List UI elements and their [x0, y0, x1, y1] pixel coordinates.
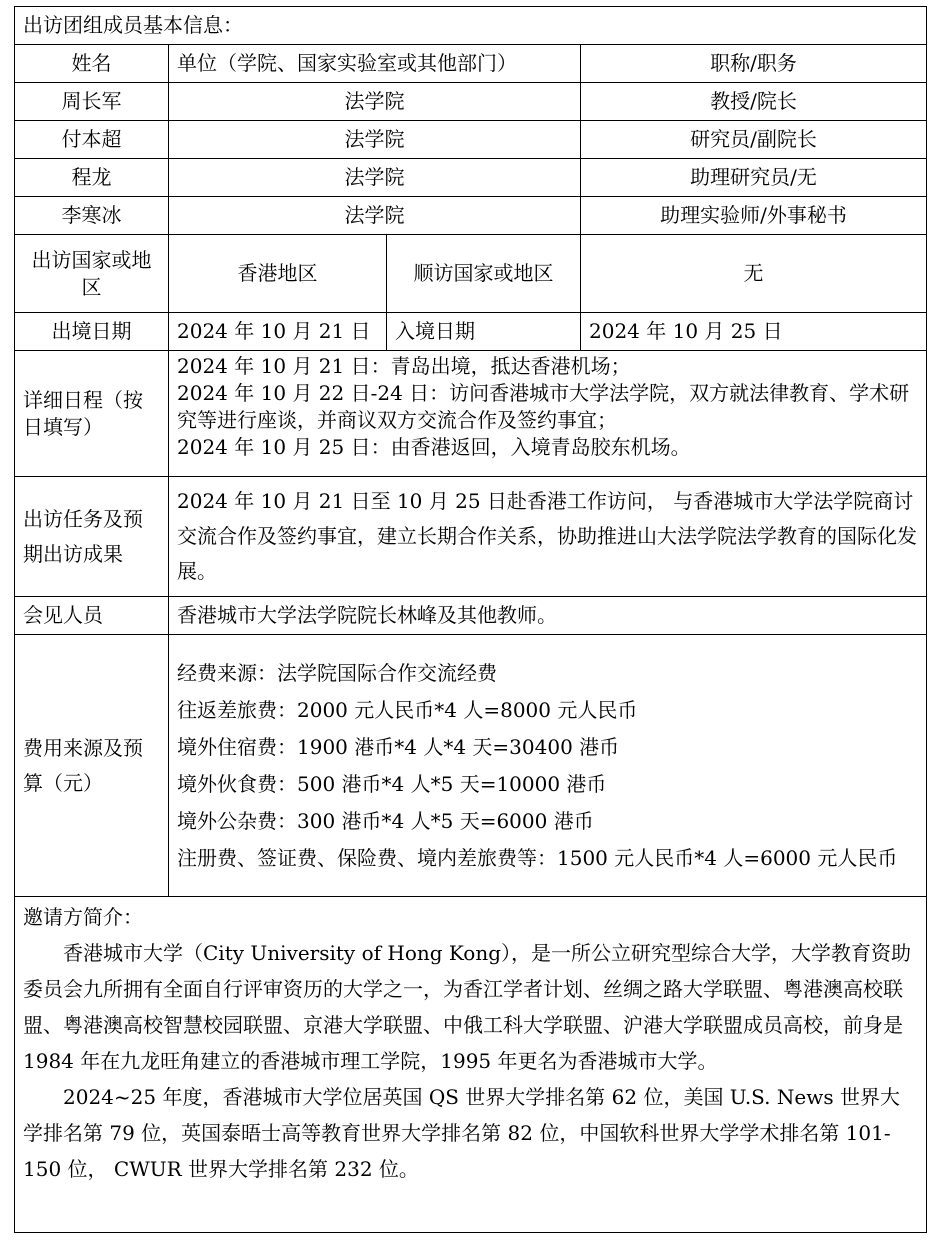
mission-text: 2024 年 10 月 21 日至 10 月 25 日赴香港工作访问， 与香港城市大学法学院商讨交流合作及签约事宜，建立长期合作关系，协助推进山大法学院法学教育的国际化发展。	[169, 477, 927, 597]
schedule-label: 详细日程（按日填写）	[15, 351, 169, 477]
member-row	[15, 159, 927, 197]
schedule-line: 2024 年 10 月 25 日：由香港返回，入境青岛胶东机场。	[177, 435, 691, 459]
budget-line: 注册费、签证费、保险费、境内差旅费等：1500 元人民币*4 人=6000 元人民币	[177, 845, 898, 870]
budget-line: 境外公杂费：300 港币*4 人*5 天=6000 港币	[177, 808, 594, 833]
member-row	[15, 197, 927, 235]
inviter-paragraph: 香港城市大学（City University of Hong Kong），是一所公立研究型综合大学，大学教育资助委员会九所拥有全面自行评审资历的大学之一，为香江学者计划、丝绸之路大学联盟、粤港澳高校联盟、粤港澳高校智慧校园联盟、京港大学联盟、中俄工科大学联盟、沪港大学联盟成员高校，前身是 1984 年在九龙旺角建立的香港城市理工学院，1995 年更名为香港城市大学。	[23, 941, 912, 1073]
budget-label: 费用来源及预算（元）	[15, 635, 169, 897]
inviter-label: 邀请方简介：	[23, 905, 143, 929]
member-name: 周长军	[15, 83, 169, 121]
member-title: 研究员/副院长	[581, 121, 927, 159]
entry-date-label: 入境日期	[387, 313, 581, 351]
destination-label: 出访国家或地区	[15, 235, 169, 313]
entry-date-value: 2024 年 10 月 25 日	[581, 313, 927, 351]
member-unit: 法学院	[169, 197, 581, 235]
member-title: 教授/院长	[581, 83, 927, 121]
exit-date-value: 2024 年 10 月 21 日	[169, 313, 387, 351]
meeting-label: 会见人员	[15, 597, 169, 635]
inviter-paragraph: 2024~25 年度，香港城市大学位居英国 QS 世界大学排名第 62 位，美国 U.S. News 世界大学排名第 79 位，英国泰晤士高等教育世界大学排名第 82 位，中国软科世界大学学术排名第 101-150 位， CWUR 世界大学排名第 232 位。	[23, 1085, 900, 1181]
member-name: 付本超	[15, 121, 169, 159]
exit-date-label: 出境日期	[15, 313, 169, 351]
schedule-line: 2024 年 10 月 22 日-24 日：访问香港城市大学法学院，双方就法律教育、学术研究等进行座谈，并商议双方交流合作及签约事宜；	[177, 381, 910, 432]
transit-label: 顺访国家或地区	[387, 235, 581, 313]
mission-label: 出访任务及预期出访成果	[15, 477, 169, 597]
budget-line: 境外伙食费：500 港币*4 人*5 天=10000 港币	[177, 771, 607, 796]
column-header-name: 姓名	[15, 45, 169, 83]
member-row	[15, 121, 927, 159]
section-header: 出访团组成员基本信息：	[15, 7, 927, 45]
budget-content	[169, 635, 927, 897]
member-row	[15, 83, 927, 121]
schedule-line: 2024 年 10 月 21 日：青岛出境，抵达香港机场；	[177, 354, 631, 378]
schedule-content	[169, 351, 927, 477]
meeting-text: 香港城市大学法学院院长林峰及其他教师。	[169, 597, 927, 635]
member-unit: 法学院	[169, 159, 581, 197]
application-form	[14, 6, 926, 1233]
member-title: 助理实验师/外事秘书	[581, 197, 927, 235]
member-name: 程龙	[15, 159, 169, 197]
inviter-intro	[15, 897, 927, 1233]
member-name: 李寒冰	[15, 197, 169, 235]
budget-line: 往返差旅费：2000 元人民币*4 人=8000 元人民币	[177, 697, 638, 722]
member-unit: 法学院	[169, 121, 581, 159]
budget-line: 经费来源：法学院国际合作交流经费	[177, 660, 497, 685]
member-unit: 法学院	[169, 83, 581, 121]
member-title: 助理研究员/无	[581, 159, 927, 197]
delegation-table	[14, 6, 927, 1233]
destination-value: 香港地区	[169, 235, 387, 313]
transit-value: 无	[581, 235, 927, 313]
column-header-title: 职称/职务	[581, 45, 927, 83]
column-header-unit: 单位（学院、国家实验室或其他部门）	[169, 45, 581, 83]
budget-line: 境外住宿费：1900 港币*4 人*4 天=30400 港币	[177, 734, 620, 759]
